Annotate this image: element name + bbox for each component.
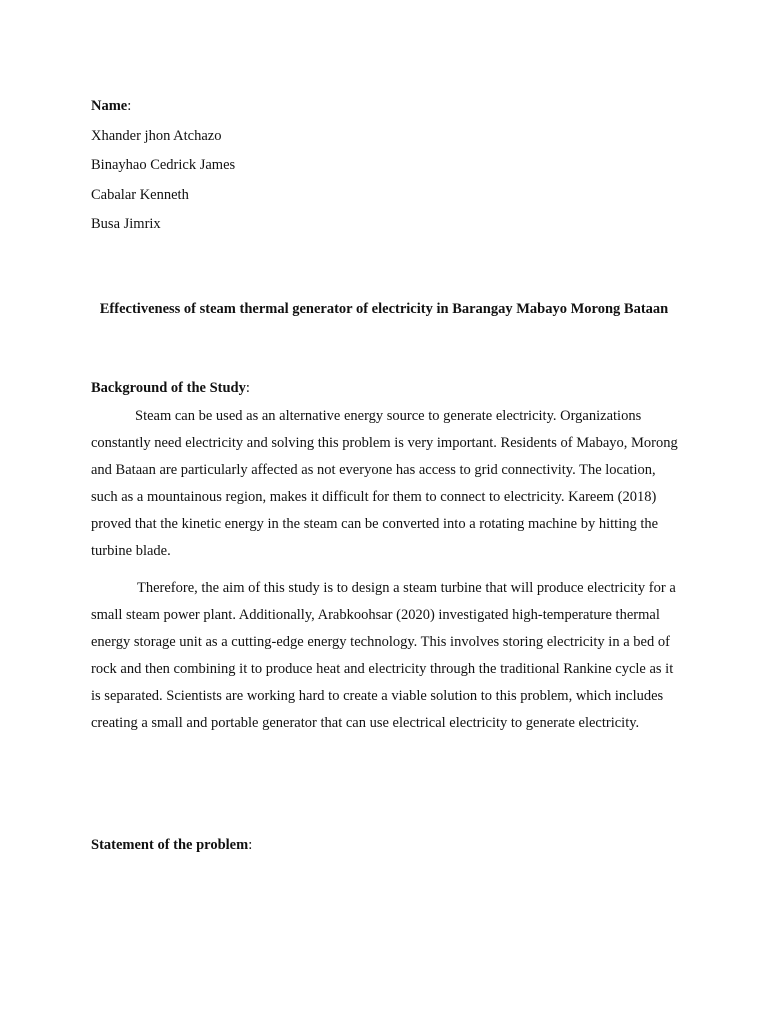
document-title: Effectiveness of steam thermal generator of electricity in Barangay Mabayo Morong Bataan (99, 301, 669, 317)
names-label: Name (91, 98, 128, 114)
author-name: Cabalar Kenneth (91, 186, 189, 203)
author-name: Busa Jimrix (91, 216, 161, 232)
background-heading-colon: : (245, 380, 250, 396)
statement-heading-text: Statement of the problem (91, 837, 249, 853)
names-label-colon: : (127, 98, 132, 114)
background-paragraph-2: Therefore, the aim of this study is to design a steam turbine that will produce electricity for a small steam power plant. Additionally, Arabkoohsar (2020) investigated high-temperature thermal energy storage unit as a cutting-edge energy technology. This involves storing electricity in a bed of rock and then combining it to produce heat and electricity through the traditional Rankine cycle as it is separated. Scientists are working hard to create a viable solution to this problem, which includes creating a small and portable generator that can use electrical electricity to generate electricity. (91, 580, 676, 731)
statement-heading (91, 835, 252, 855)
background-heading (91, 378, 250, 398)
background-heading-text: Background of the Study (91, 380, 246, 396)
author-name: Xhander jhon Atchazo (91, 127, 222, 144)
names-section (91, 92, 681, 240)
statement-heading-colon: : (248, 837, 253, 853)
background-paragraph-1: Steam can be used as an alternative energy source to generate electricity. Organizations constantly need electricity and solving this problem is very important. Residents of Mabayo, Morong and Bataan are particularly affected as not everyone has access to grid connectivity. The location, such as a mountainous region, makes it difficult for them to connect to electricity. Kareem (2018) proved that the kinetic energy in the steam can be converted into a rotating machine by hitting the turbine blade. (91, 408, 678, 559)
names-label-line (91, 92, 681, 122)
author-name: Binayhao Cedrick James (91, 157, 236, 173)
